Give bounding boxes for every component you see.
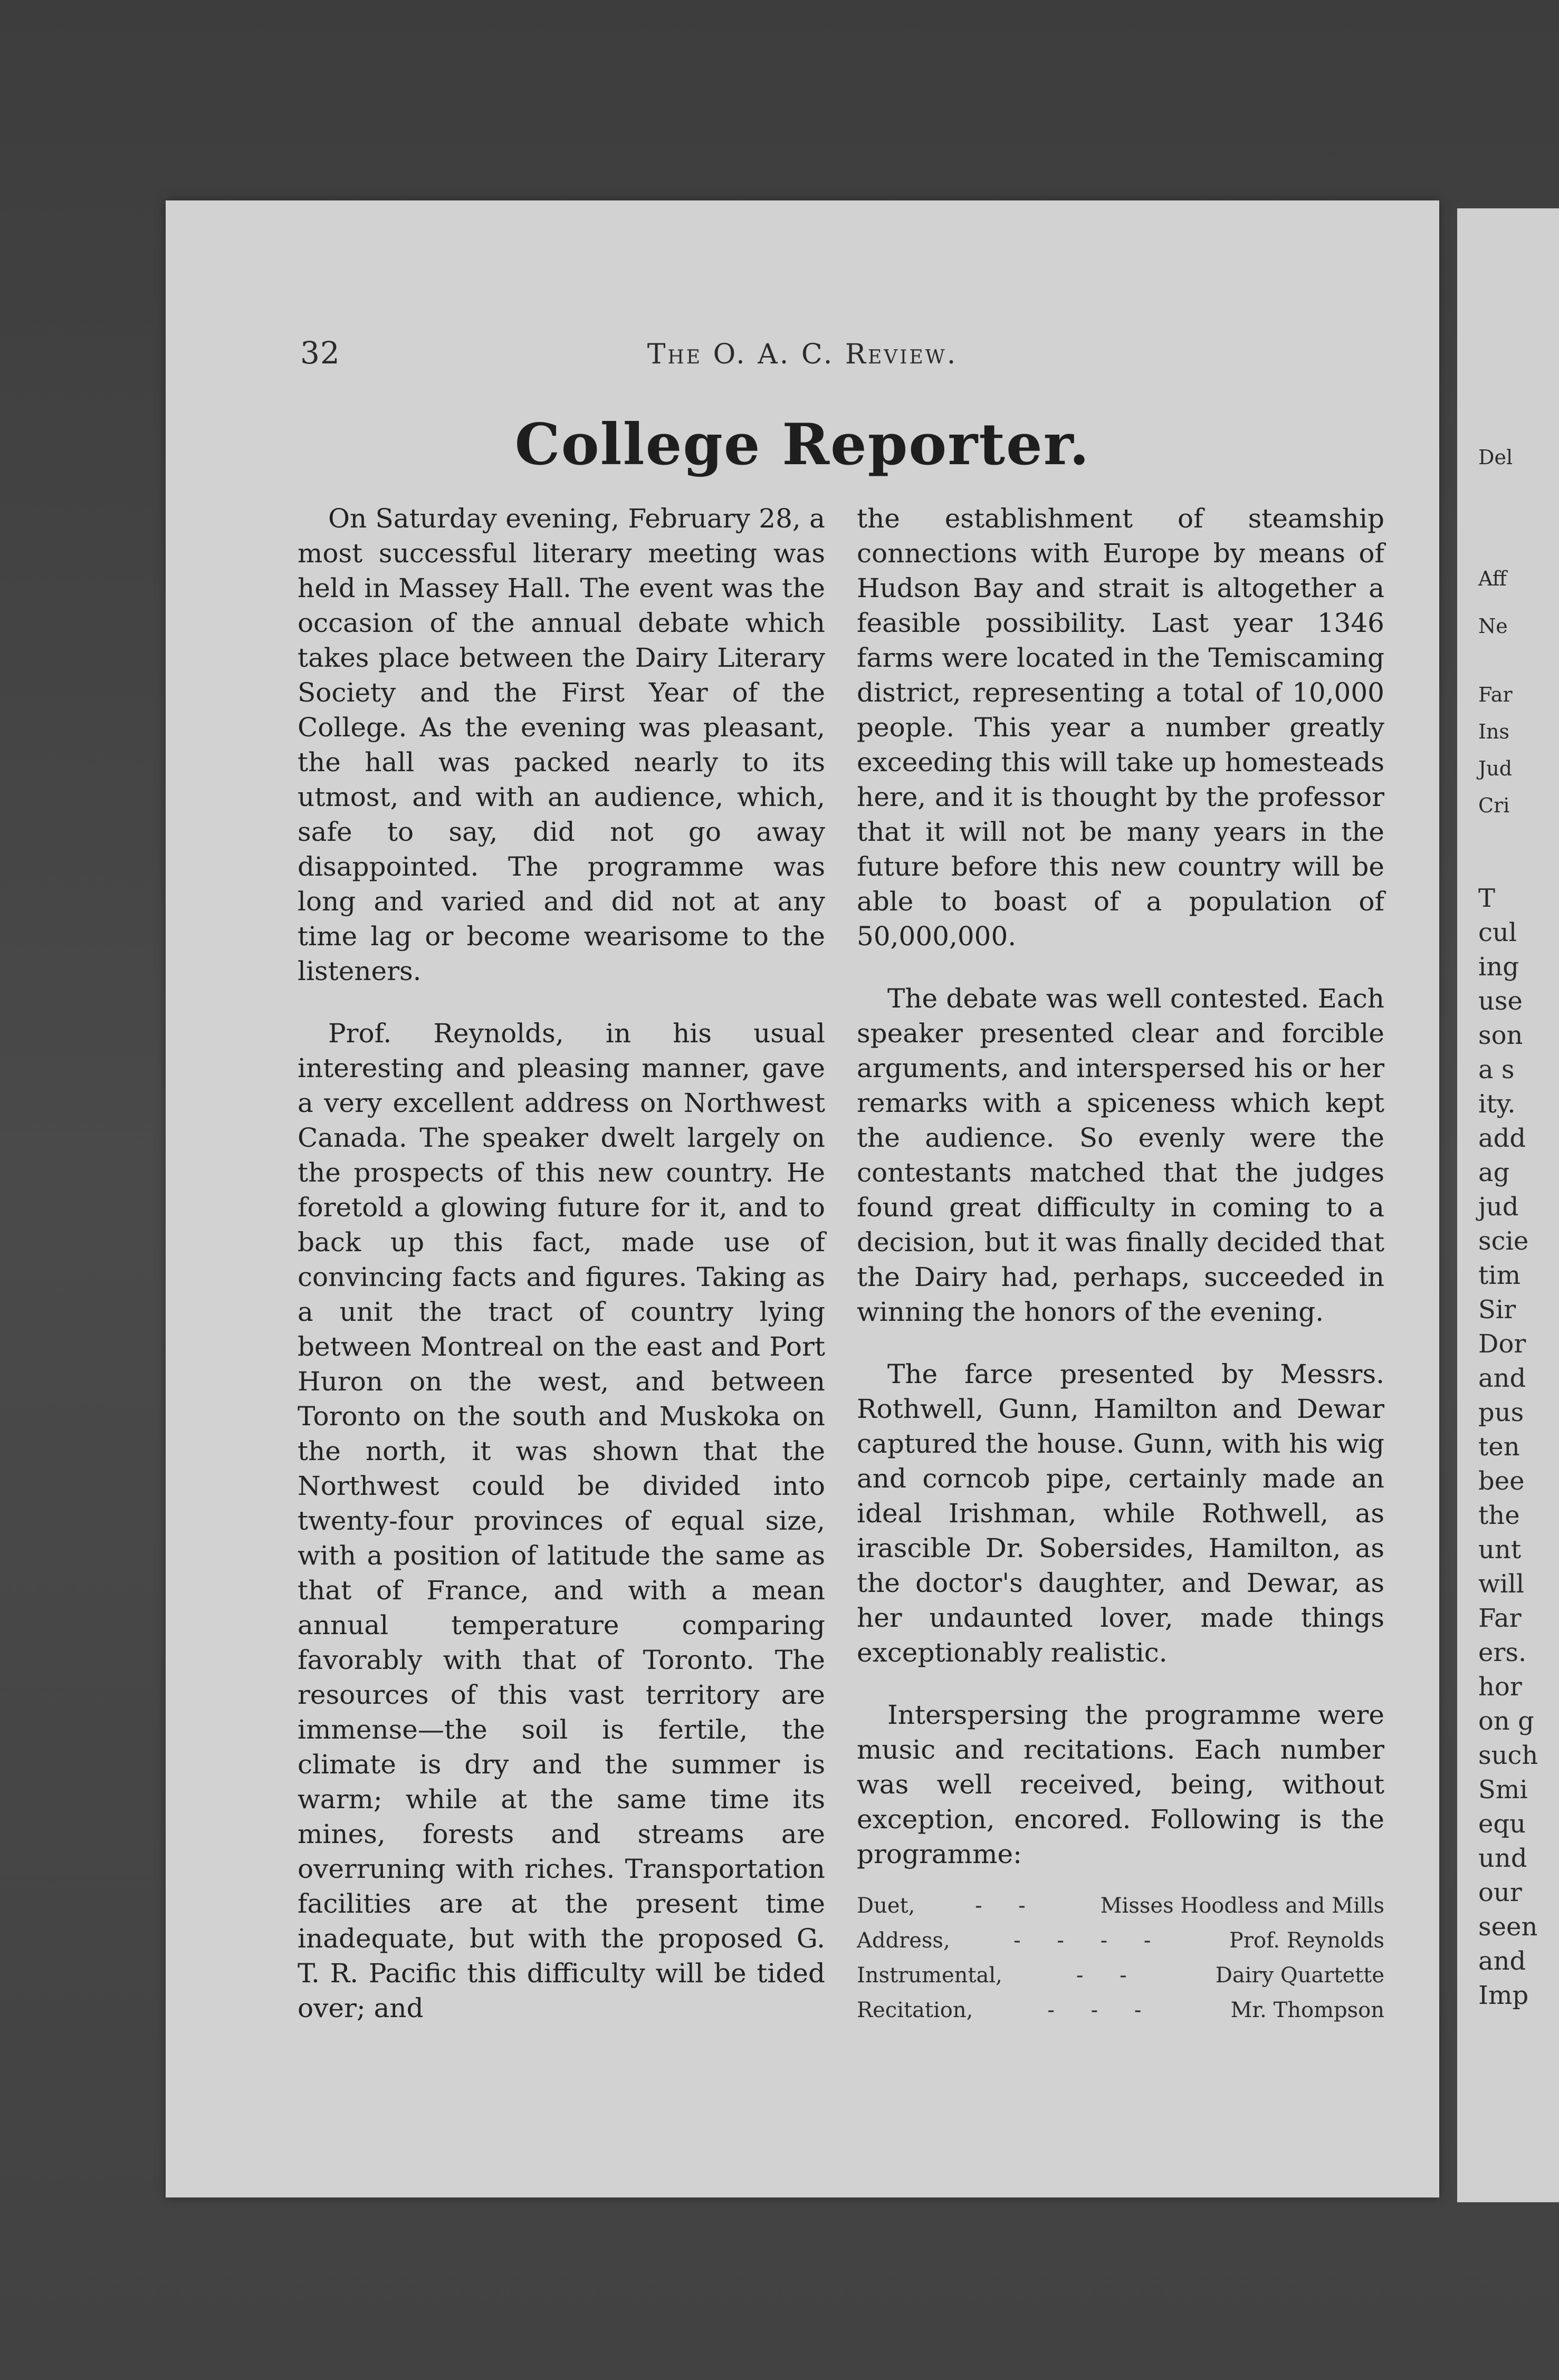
adjacent-page-fragment: will [1478, 1569, 1525, 1599]
adjacent-page-fragment: tim [1478, 1261, 1521, 1290]
adjacent-page-fragment: such [1478, 1741, 1538, 1770]
adjacent-page-fragment: Del [1478, 446, 1513, 469]
right-column [857, 501, 1384, 2028]
adjacent-page-fragment: Jud [1478, 757, 1513, 780]
paragraph-continuation: the establishment of steamship connections with Europe by means of Hudson Bay and strait is altogether a feasible possibility. Last year 1346 farms were located in the Temiscaming district, representing a total of 10,000 people. This year a number greatly exceeding this will take up homesteads here, and it is thought by the professor that it will not be many years in the future before this new country will be able to boast of a population of 50,000,000. [857, 503, 1384, 952]
page-number: 32 [300, 335, 340, 371]
adjacent-page-fragment: scie [1478, 1226, 1529, 1256]
adjacent-page-fragment: jud [1478, 1192, 1519, 1222]
programme-performer: Prof. Reynolds [1229, 1928, 1384, 1953]
section-title: College Reporter. [514, 411, 1091, 478]
adjacent-page-fragment: Cri [1478, 794, 1510, 817]
adjacent-page-fragment: und [1478, 1844, 1527, 1873]
adjacent-page-fragment: ag [1478, 1158, 1510, 1187]
adjacent-page-fragment: Aff [1478, 567, 1507, 590]
programme-leader: - - [975, 1894, 1040, 1918]
programme-item: Recitation, [857, 1998, 973, 2022]
adjacent-page-fragment: bee [1478, 1466, 1525, 1496]
programme-item: Duet, [857, 1894, 915, 1918]
programme-item: Address, [857, 1928, 950, 1953]
programme-item: Instrumental, [857, 1963, 1002, 1988]
adjacent-page-fragment: T [1478, 884, 1496, 913]
adjacent-page-fragment: Ins [1478, 720, 1509, 743]
programme-leader: - - - [1047, 1998, 1156, 2022]
adjacent-page-fragment: Ne [1478, 615, 1508, 638]
programme-performer: Mr. Thompson [1230, 1998, 1384, 2022]
adjacent-page-fragment: ity. [1478, 1089, 1516, 1119]
paragraph: On Saturday evening, February 28, a most successful literary meeting was held in Massey Hall. The event was the occasion of the annual debate which takes place between the Dairy Literary Society and the First Year of the College. As the evening was pleasant, the hall was packed nearly to its utmost, and with an audience, which, safe to say, did not go away disappointed. The programme was long and varied and did not at any time lag or become wearisome to the listeners. [298, 503, 825, 986]
adjacent-page-fragment: Dor [1478, 1329, 1526, 1359]
adjacent-page-fragment: and [1478, 1364, 1526, 1393]
paragraph: The farce presented by Messrs. Rothwell, Gunn, Hamilton and Dewar captured the house. Gunn, with his wig and corncob pipe, certainly made an ideal Irishman, while Rothwell, as irascible Dr. Sobersides, Hamilton, as the doctor's daughter, and Dewar, as her undaunted lover, made things exceptionably realistic. [857, 1359, 1384, 1668]
adjacent-page-fragment: pus [1478, 1398, 1524, 1427]
adjacent-page-fragment: Imp [1478, 1981, 1529, 2010]
adjacent-page-fragment: on g [1478, 1706, 1534, 1736]
paragraph: Interspersing the programme were music and recitations. Each number was well received, being, without exception, encored. Following is the programme: [857, 1700, 1384, 1869]
left-column [298, 501, 825, 2053]
adjacent-page-fragment: seen [1478, 1912, 1538, 1942]
programme-row [857, 1923, 1384, 1958]
adjacent-page-fragment: equ [1478, 1809, 1526, 1839]
adjacent-page-fragment: Far [1478, 683, 1513, 706]
paragraph: Prof. Reynolds, in his usual interesting and pleasing manner, gave a very excellent address on Northwest Canada. The speaker dwelt largely on the prospects of this new country. He foretold a glowing future for it, and to back up this fact, made use of convincing facts and figures. Taking as a unit the tract of country lying between Montreal on the east and Port Huron on the west, and between Toronto on the south and Muskoka on the north, it was shown that the Northwest could be divided into twenty-four provinces of equal size, with a position of latitude the same as that of France, and with a mean annual temperature comparing favorably with that of Toronto. The resources of this vast territory are immense—the soil is fertile, the climate is dry and the summer is warm; while at the same time its mines, forests and streams are overruning with riches. Transportation facilities are at the present time inadequate, but with the proposed G. T. R. Pacific this difficulty will be tided over; and [298, 1018, 825, 2023]
adjacent-page-fragment: hor [1478, 1672, 1522, 1702]
adjacent-page-fragment: and [1478, 1946, 1526, 1976]
programme-row [857, 1958, 1384, 1993]
adjacent-page-fragment: Sir [1478, 1295, 1516, 1325]
programme-leader: - - - - [1013, 1928, 1166, 1953]
adjacent-page-fragment: ten [1478, 1432, 1520, 1462]
adjacent-page-fragment: Far [1478, 1604, 1522, 1633]
adjacent-page-fragment: add [1478, 1124, 1526, 1153]
adjacent-page-fragment: our [1478, 1878, 1522, 1907]
adjacent-page-fragment: ers. [1478, 1638, 1527, 1667]
programme-performer: Dairy Quartette [1215, 1963, 1384, 1988]
adjacent-page-fragment: use [1478, 986, 1523, 1016]
adjacent-page-fragment: unt [1478, 1535, 1522, 1565]
programme-list [857, 1888, 1384, 2028]
adjacent-page-fragment: cul [1478, 918, 1517, 947]
programme-performer: Misses Hoodless and Mills [1100, 1894, 1384, 1918]
running-head: The O. A. C. Review. [647, 339, 958, 370]
paragraph: The debate was well contested. Each speaker presented clear and forcible arguments, and interspersed his or her remarks with a spiceness which kept the audience. So evenly were the contestants matched that the judges found great difficulty in coming to a decision, but it was finally decided that the Dairy had, perhaps, succeeded in winning the honors of the evening. [857, 983, 1384, 1327]
adjacent-page-fragment: ing [1478, 952, 1519, 982]
programme-leader: - - [1076, 1963, 1142, 1988]
journal-page [166, 200, 1439, 2197]
adjacent-page-fragment: a s [1478, 1055, 1515, 1085]
adjacent-page-fragment: the [1478, 1501, 1520, 1530]
adjacent-page-fragment: Smi [1478, 1775, 1528, 1805]
adjacent-page-fragment: son [1478, 1021, 1523, 1050]
adjacent-page-edge [1457, 208, 1559, 2202]
programme-row [857, 1993, 1384, 2028]
programme-row [857, 1888, 1384, 1923]
